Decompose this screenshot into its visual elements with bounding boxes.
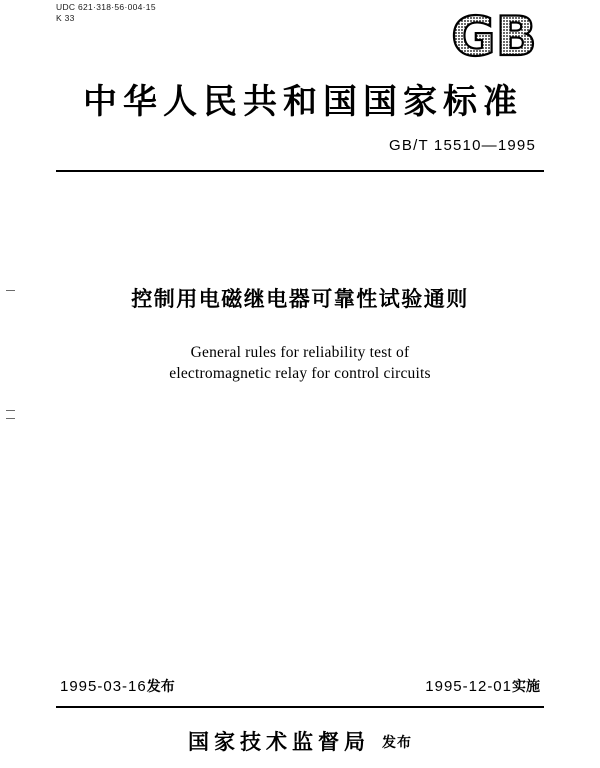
document-title-chinese: 控制用电磁继电器可靠性试验通则 (131, 287, 469, 311)
effective-date-block (425, 676, 540, 696)
publisher-block (0, 726, 600, 756)
national-standard-title: 中华人民共和国国家标准 (83, 82, 523, 122)
footer-divider (56, 706, 544, 708)
document-title-english-line-1: General rules for reliability test of (190, 344, 410, 361)
effective-date-label: 实施 (512, 679, 540, 695)
publisher-name: 国家技术监督局 (188, 730, 370, 754)
document-title-english-line-2: electromagnetic relay for control circuits (169, 365, 431, 382)
standard-number: GB/T 15510—1995 (389, 137, 536, 154)
header-divider (56, 170, 544, 172)
gb-logo-icon (446, 8, 542, 64)
udc-classification-block (56, 2, 156, 23)
issue-date: 1995-03-16 (60, 678, 147, 695)
svg-text:GB: GB (451, 8, 537, 64)
document-title-english (0, 342, 600, 384)
publisher-verb: 发布 (382, 735, 412, 751)
margin-tick-mark (6, 410, 15, 411)
margin-tick-mark (6, 418, 15, 419)
issue-date-label: 发布 (146, 679, 175, 695)
effective-date: 1995-12-01 (425, 678, 512, 695)
issue-date-block (60, 676, 175, 696)
udc-code: UDC 621·318·56·004·15 (56, 2, 156, 12)
classification-code: K 33 (56, 13, 75, 23)
